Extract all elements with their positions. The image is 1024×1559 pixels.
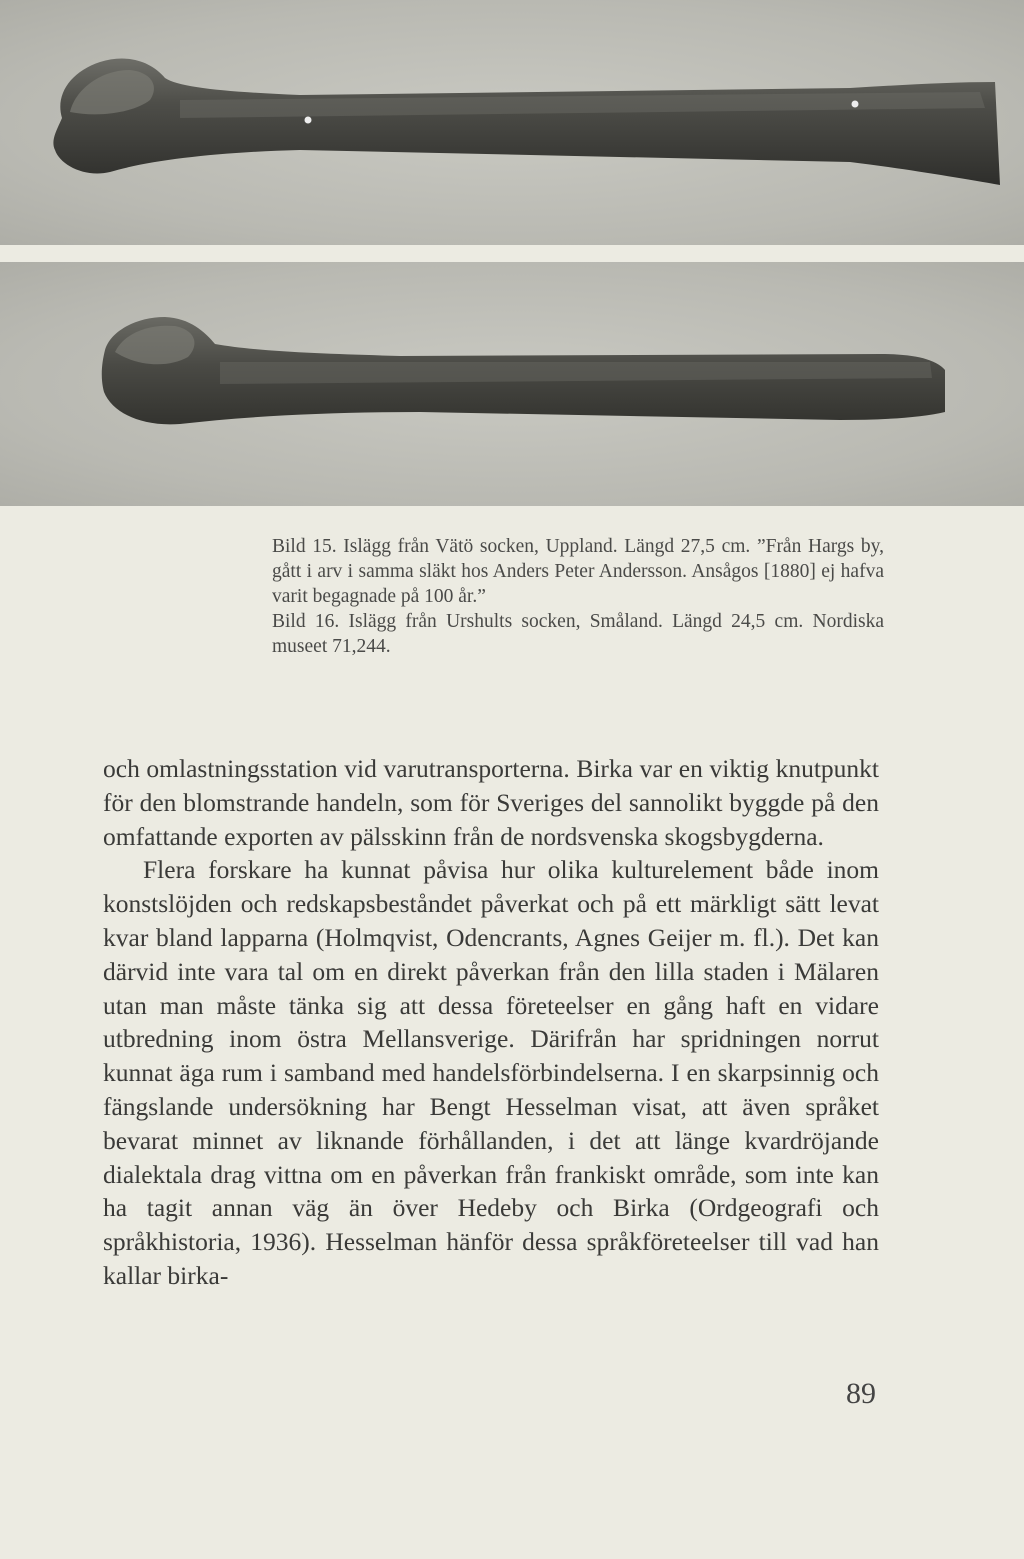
photo-bone-skate-16 [0, 262, 1024, 506]
figure-caption [272, 534, 884, 659]
bone-skate-image [0, 0, 1024, 245]
bone-skate-image [0, 262, 1024, 506]
photo-bone-skate-15 [0, 0, 1024, 245]
page-number: 89 [846, 1377, 876, 1410]
body-text [103, 752, 879, 1293]
body-paragraph-1: och omlastningsstation vid varutransporterna. Birka var en viktig knutpunkt för den blomstrande handeln, som för Sveriges del sannolikt byggde på den omfattande exporten av pälsskinn från de nordsvenska skogsbygderna. [103, 754, 879, 851]
body-paragraph-2: Flera forskare ha kunnat påvisa hur olika kulturelement både inom konstslöjden och redskapsbeståndet påverkat och på ett märkligt sätt levat kvar bland lapparna (Holmqvist, Odencrants, Agnes Geijer m. fl.). Det kan därvid inte vara tal om en direkt påverkan från den lilla staden i Mälaren utan man måste tänka sig att dessa företeelser en gång haft en vidare utbredning inom östra Mellansverige. Därifrån har spridningen norrut kunnat äga rum i samband med handelsförbindelserna. I en skarpsinnig och fängslande undersökning har Bengt Hesselman visat, att även språket bevarat minnet av liknande förhållanden, i det att länge kvardröjande dialektala drag vittna om en påverkan från frankiskt område, som inte kan ha tagit annan väg än över Hedeby och Birka (Ordgeografi och språkhistoria, 1936). Hesselman hänför dessa språkföreteelser till vad han kallar birka- [103, 855, 879, 1290]
caption-bild-16: Bild 16. Islägg från Urshults socken, Småland. Längd 24,5 cm. Nordiska museet 71,244. [272, 611, 884, 657]
caption-bild-15: Bild 15. Islägg från Vätö socken, Uppland. Längd 27,5 cm. ”Från Hargs by, gått i arv i samma släkt hos Anders Peter Andersson. Ansågos [1880] ej hafva varit begagnade på 100 år.” [272, 536, 884, 607]
